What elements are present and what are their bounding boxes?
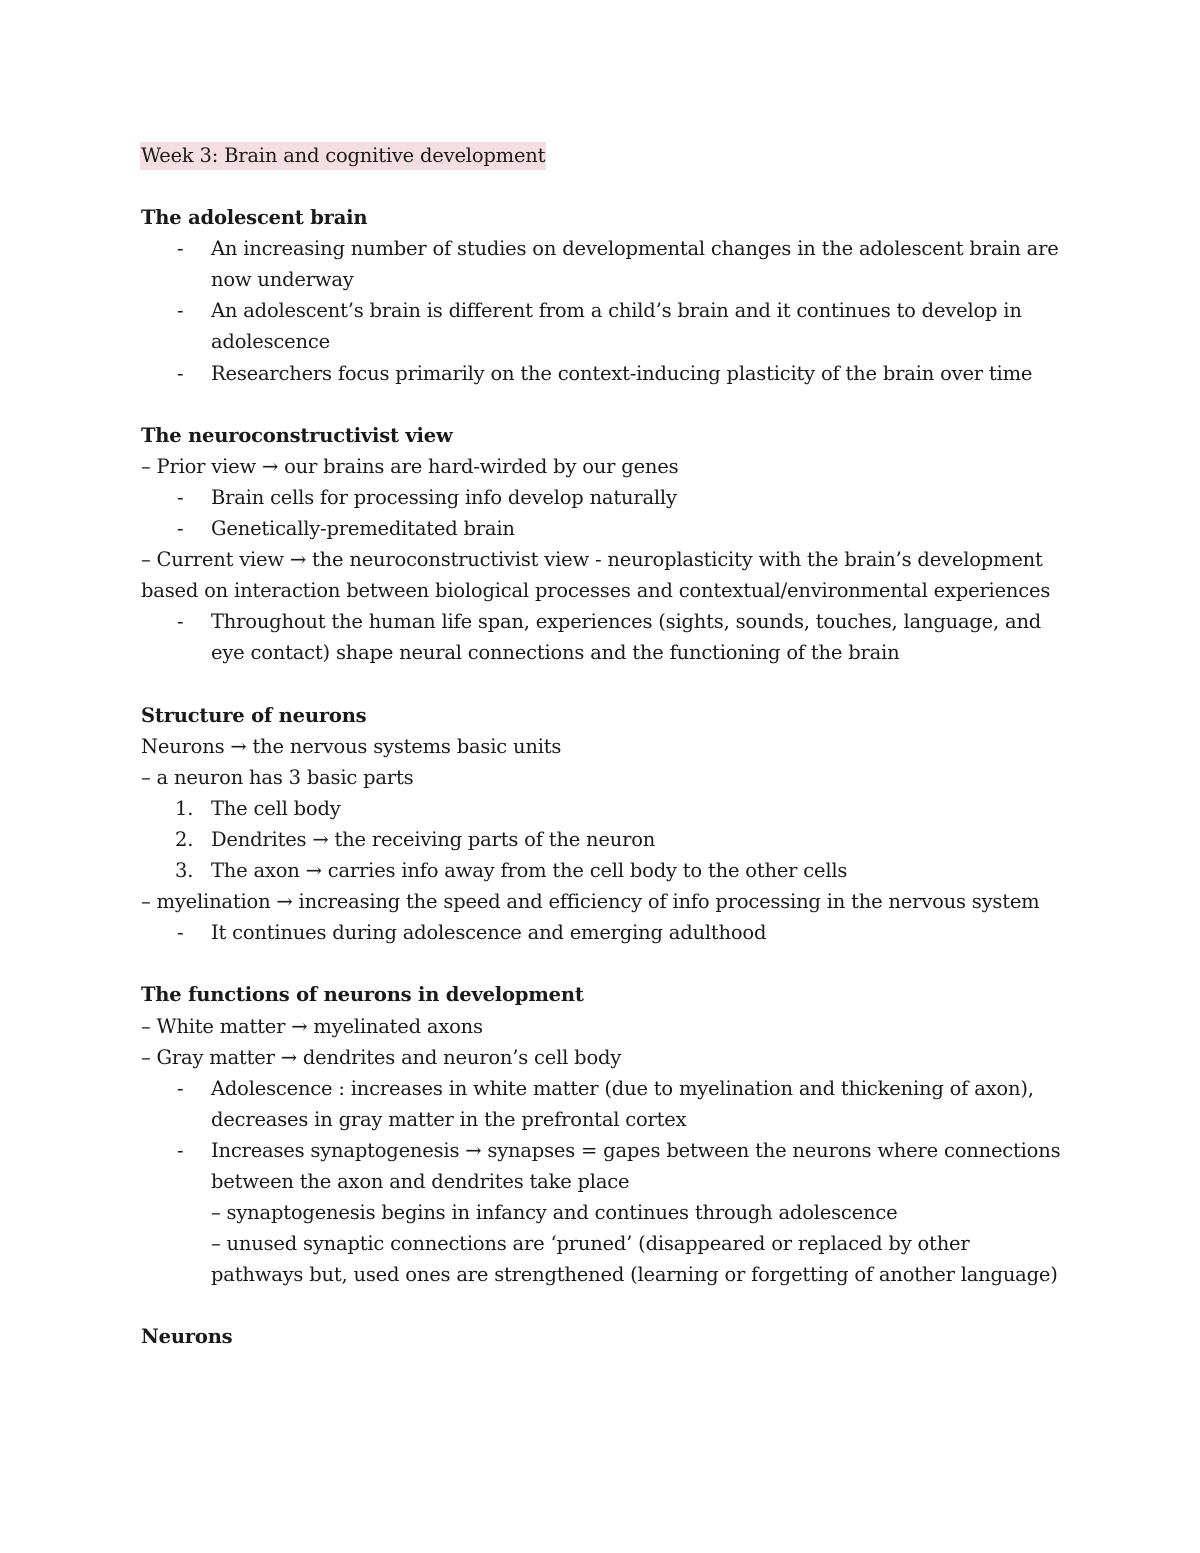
item-text: The axon → carries info away from the cell body to the other cells	[211, 859, 848, 883]
bullet-dash: -	[177, 921, 184, 945]
list-item	[141, 233, 1061, 295]
bullet-text: Brain cells for processing info develop naturally	[211, 485, 677, 509]
list-item	[141, 482, 1061, 513]
title-line	[141, 140, 1061, 171]
current-view-line: – Current view → the neuroconstructivist view - neuroplasticity with the brain’s development	[141, 548, 1043, 572]
bullet-text: It continues during adolescence and emerging adulthood	[211, 921, 767, 945]
prior-view-line: – Prior view → our brains are hard-wirded by our genes	[141, 454, 679, 478]
list-item	[141, 917, 1061, 948]
sub-item	[141, 1197, 1061, 1228]
heading-adolescent-brain: The adolescent brain	[141, 206, 368, 230]
myelination-line: – myelination → increasing the speed and efficiency of info processing in the nervous system	[141, 890, 1040, 914]
bullet-dash: -	[177, 610, 184, 634]
current-view-line-continued: based on interaction between biological processes and contextual/environmental experiences	[141, 579, 1051, 603]
numbered-item	[141, 824, 1061, 855]
item-number: 2.	[175, 827, 194, 851]
bullet-dash: -	[177, 485, 184, 509]
heading-neuroconstructivist-view: The neuroconstructivist view	[141, 423, 453, 447]
basic-parts-line: – a neuron has 3 basic parts	[141, 765, 414, 789]
item-text: The cell body	[211, 796, 341, 820]
white-matter-line: – White matter → myelinated axons	[141, 1014, 483, 1038]
document-body	[141, 140, 1061, 1353]
list-item	[141, 1135, 1061, 1197]
bullet-text: An increasing number of studies on developmental changes in the adolescent brain are now underway	[211, 237, 1059, 292]
list-item	[141, 358, 1061, 389]
spacer	[141, 171, 1061, 202]
spacer	[141, 669, 1061, 700]
numbered-item	[141, 793, 1061, 824]
sub-item-text: – unused synaptic connections are ‘pruned’ (disappeared or replaced by other pathways but, used ones are strengthened (learning or forgetting of another language)	[211, 1232, 1058, 1287]
list-item	[141, 295, 1061, 357]
indent	[141, 1228, 211, 1290]
spacer	[141, 948, 1061, 979]
bullet-text: Throughout the human life span, experiences (sights, sounds, touches, language, and eye contact) shape neural connections and the functioning of the brain	[211, 610, 1042, 665]
list-item	[141, 1073, 1061, 1135]
neurons-definition-line: Neurons → the nervous systems basic units	[141, 734, 562, 758]
bullet-dash: -	[177, 1138, 184, 1162]
bullet-dash: -	[177, 237, 184, 261]
numbered-item	[141, 855, 1061, 886]
list-item	[141, 513, 1061, 544]
item-text: Dendrites → the receiving parts of the neuron	[211, 827, 656, 851]
spacer	[141, 1290, 1061, 1321]
heading-structure-of-neurons: Structure of neurons	[141, 703, 367, 727]
page-title: Week 3: Brain and cognitive development	[140, 142, 546, 170]
item-number: 3.	[175, 859, 194, 883]
heading-neurons: Neurons	[141, 1325, 233, 1349]
bullet-dash: -	[177, 517, 184, 541]
bullet-text: Adolescence : increases in white matter (due to myelination and thickening of axon), decreases in gray matter in the prefrontal cortex	[211, 1076, 1034, 1131]
bullet-text: An adolescent’s brain is different from a child’s brain and it continues to develop in adolescence	[211, 299, 1022, 354]
bullet-dash: -	[177, 299, 184, 323]
bullet-dash: -	[177, 361, 184, 385]
bullet-text: Genetically-premeditated brain	[211, 517, 515, 541]
heading-functions-of-neurons: The functions of neurons in development	[141, 983, 584, 1007]
gray-matter-line: – Gray matter → dendrites and neuron’s cell body	[141, 1045, 622, 1069]
spacer	[141, 389, 1061, 420]
sub-item	[141, 1228, 1061, 1290]
bullet-text: Researchers focus primarily on the context-inducing plasticity of the brain over time	[211, 361, 1033, 385]
bullet-text: Increases synaptogenesis → synapses = gapes between the neurons where connections between the axon and dendrites take place	[211, 1138, 1061, 1193]
list-item	[141, 606, 1061, 668]
item-number: 1.	[175, 796, 194, 820]
sub-item-text: – synaptogenesis begins in infancy and continues through adolescence	[211, 1201, 898, 1225]
indent	[141, 1197, 211, 1228]
bullet-dash: -	[177, 1076, 184, 1100]
